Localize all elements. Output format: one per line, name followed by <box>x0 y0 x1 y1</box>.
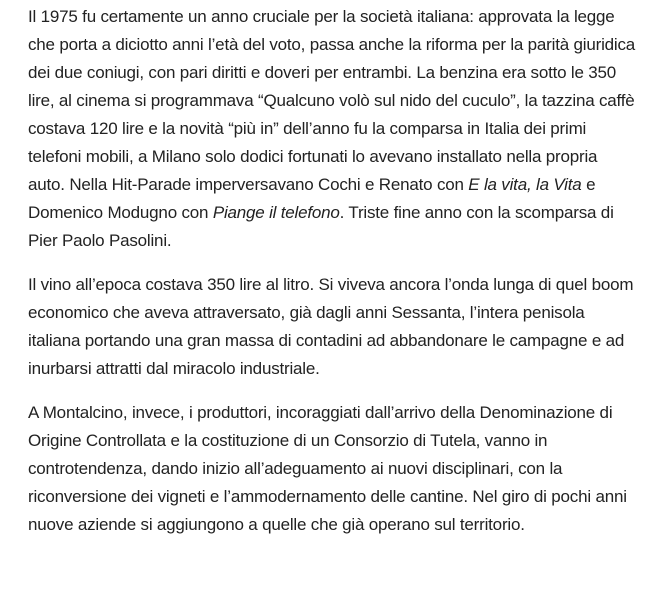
paragraph-text: e Domenico Modugno con <box>28 175 596 222</box>
paragraph-montalcino: A Montalcino, invece, i produttori, incoraggiati dall’arrivo della Denominazione di Origine Controllata e la costituzione di un Consorzio di Tutela, vanno in controtendenza, dando inizio all’adeguamento ai nuovi disciplinari, con la riconversione dei vigneti e l’ammodernamento delle cantine. Nel giro di pochi anni nuove aziende si aggiungono a quelle che già operano sul territorio. <box>28 403 627 534</box>
paragraph-1975-context <box>28 3 638 255</box>
song-title-e-la-vita: E la vita, la Vita <box>468 175 582 194</box>
song-title-piange-il-telefono: Piange il telefono <box>212 203 340 222</box>
paragraph-text: Il 1975 fu certamente un anno cruciale per la società italiana: approvata la legge che porta a diciotto anni l’età del voto, passa anche la riforma per la parità giuridica dei due coniugi, con pari diritti e doveri per entrambi. La benzina era sotto le 350 lire, al cinema si programmava “Qualcuno volò sul nido del cuculo”, la tazzina caffè costava 120 lire e la novità “più in” dell’anno fu la comparsa in Italia dei primi telefoni mobili, a Milano solo dodici fortunati lo avevano installato nella propria auto. Nella Hit-Parade imperversavano Cochi e Renato con <box>28 7 636 194</box>
article-body <box>28 3 638 555</box>
paragraph-text: . Triste fine anno con la scomparsa di Pier Paolo Pasolini. <box>28 203 614 250</box>
paragraph-wine-price: Il vino all’epoca costava 350 lire al litro. Si viveva ancora l’onda lunga di quel boom economico che aveva attraversato, già dagli anni Sessanta, l’intera penisola italiana portando una gran massa di contadini ad abbandonare le campagne e ad inurbarsi attratti dal miracolo industriale. <box>28 275 634 378</box>
